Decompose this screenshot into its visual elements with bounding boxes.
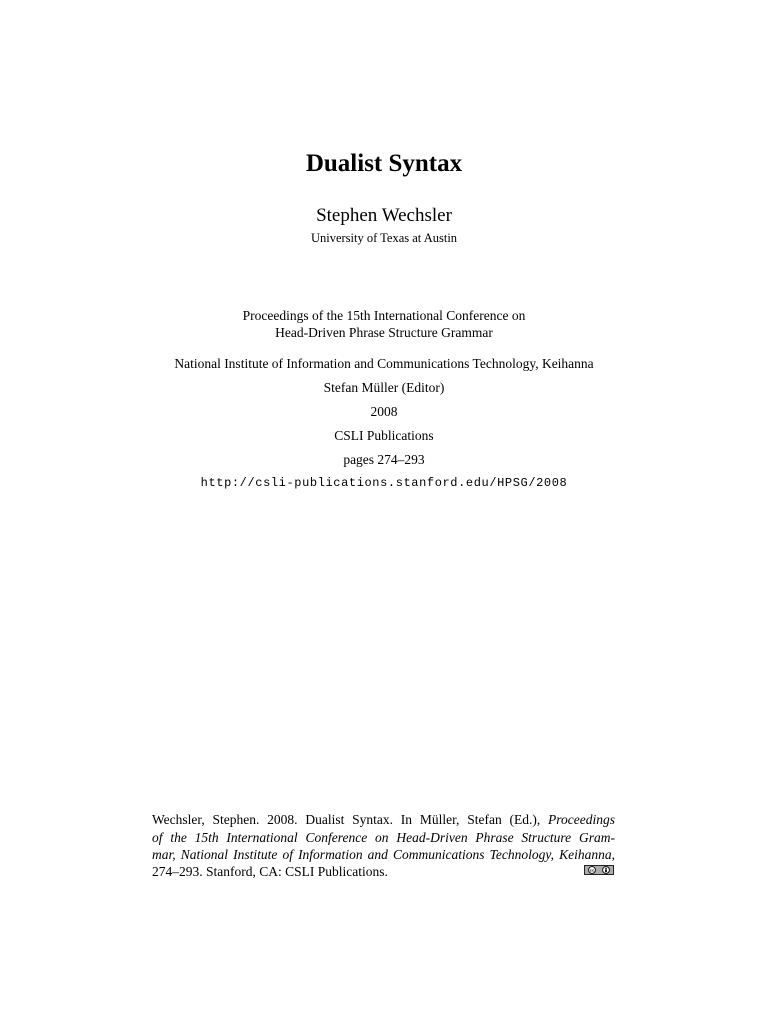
citation-line-2: of the 15th International Conference on Head-Driven Phrase Structure Gram- [152, 830, 615, 845]
citation-line-3-plain: , [611, 847, 615, 862]
citation-line-4: 274–293. Stanford, CA: CSLI Publications. [152, 864, 388, 879]
page-range: pages 274–293 [343, 452, 425, 467]
proceedings-title-line2: Head-Driven Phrase Structure Grammar [275, 325, 493, 340]
proceedings-url[interactable]: http://csli-publications.stanford.edu/HPSG/2008 [200, 476, 568, 490]
citation-line-3-italic: mar, National Institute of Information and Communications Technology, Keihanna [152, 847, 612, 862]
citation-line-3 [152, 846, 615, 863]
volume-editor: Stefan Müller (Editor) [323, 380, 445, 395]
conference-venue: National Institute of Information and Communications Technology, Keihanna [174, 356, 594, 371]
svg-text:cc: cc [589, 867, 595, 873]
proceedings-title-line1: Proceedings of the 15th International Conference on [242, 308, 526, 323]
paper-title: Dualist Syntax [305, 150, 463, 177]
person-attribution-icon [602, 866, 610, 874]
creative-commons-by-icon[interactable] [584, 865, 614, 875]
publication-year: 2008 [370, 404, 398, 419]
citation-line-1-plain: Wechsler, Stephen. 2008. Dualist Syntax. In Müller, Stefan (Ed.), [152, 812, 549, 827]
cc-circle-icon [588, 866, 596, 874]
publisher: CSLI Publications [334, 428, 434, 443]
author-affiliation: University of Texas at Austin [310, 231, 458, 245]
author-name: Stephen Wechsler [316, 205, 452, 226]
citation-line-1 [152, 811, 615, 828]
citation-line-1-italic: Proceedings [548, 812, 615, 827]
